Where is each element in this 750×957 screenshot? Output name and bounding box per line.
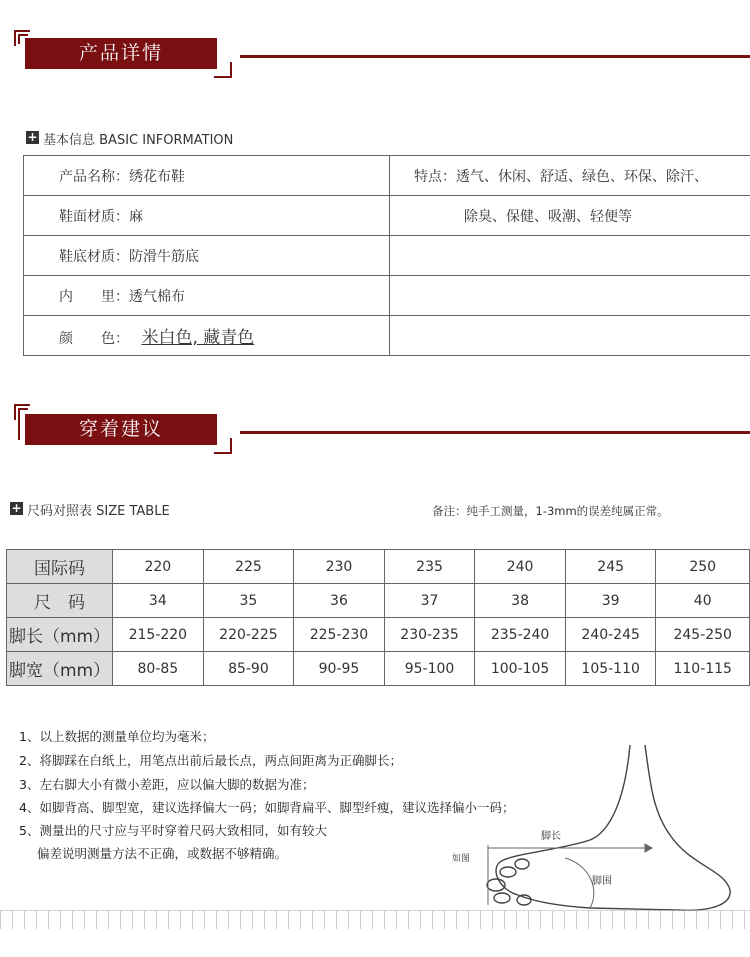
- info-cell: 产品名称：绣花布鞋: [24, 156, 390, 196]
- basic-info-table: [23, 155, 750, 356]
- table-row: [24, 276, 750, 316]
- table-cell: 105-110: [565, 652, 656, 686]
- info-cell: [390, 316, 750, 356]
- table-cell: 245-250: [656, 618, 750, 652]
- row-header: 国际码: [7, 550, 113, 584]
- table-cell: 39: [565, 584, 656, 618]
- table-cell: 38: [475, 584, 566, 618]
- table-cell: 220: [113, 550, 204, 584]
- table-cell: 250: [656, 550, 750, 584]
- note-item: 2、将脚踩在白纸上，用笔点出前后最长点，两点间距离为正确脚长；: [19, 753, 402, 768]
- diagram-example-label: 如图: [452, 854, 471, 864]
- table-cell: 85-90: [203, 652, 294, 686]
- table-cell: 230: [294, 550, 385, 584]
- table-cell: 90-95: [294, 652, 385, 686]
- banner-corner-bottom-right: [214, 438, 232, 454]
- info-cell: [390, 276, 750, 316]
- ruler-strip: [0, 910, 750, 929]
- table-cell: 37: [384, 584, 475, 618]
- banner-rule: [240, 431, 750, 434]
- basic-info-heading: 基本信息 BASIC INFORMATION: [43, 133, 234, 148]
- size-table-heading: 尺码对照表 SIZE TABLE: [27, 504, 170, 519]
- info-cell: 特点：透气、休闲、舒适、绿色、环保、除汗、: [390, 156, 750, 196]
- note-item: 1、以上数据的测量单位均为毫米；: [19, 729, 215, 744]
- table-cell: 110-115: [656, 652, 750, 686]
- foot-diagram: [440, 740, 745, 915]
- table-cell: 240: [475, 550, 566, 584]
- table-row: [24, 196, 750, 236]
- color-value: 米白色, 藏青色: [141, 328, 255, 348]
- table-cell: 235: [384, 550, 475, 584]
- row-header: 脚宽（mm）: [7, 652, 113, 686]
- table-cell: 34: [113, 584, 204, 618]
- row-header: 尺 码: [7, 584, 113, 618]
- color-label: 颜 色：: [59, 331, 129, 347]
- row-header: 脚长（mm）: [7, 618, 113, 652]
- table-row: [7, 550, 750, 584]
- banner-corner-bottom-right: [214, 62, 232, 78]
- diagram-width-label: 脚围: [592, 876, 612, 887]
- plus-icon: +: [27, 130, 38, 144]
- diagram-length-label: 脚长: [541, 831, 561, 842]
- size-table-remark: 备注：纯手工测量，1-3mm的误差纯属正常。: [432, 504, 669, 518]
- section-title: 产品详情: [25, 38, 217, 69]
- note-item: 3、左右脚大小有微小差距，应以偏大脚的数据为准；: [19, 777, 315, 792]
- table-cell: 36: [294, 584, 385, 618]
- table-cell: 95-100: [384, 652, 475, 686]
- table-cell: 240-245: [565, 618, 656, 652]
- note-item: 偏差说明测量方法不正确，或数据不够精确。: [37, 846, 288, 861]
- table-row: [7, 618, 750, 652]
- table-row: [7, 652, 750, 686]
- note-item: 5、测量出的尺寸应与平时穿着尺码大致相同，如有较大: [19, 823, 327, 838]
- table-row: [24, 236, 750, 276]
- info-cell: 内 里：透气棉布: [24, 276, 390, 316]
- plus-icon: +: [11, 501, 22, 515]
- table-cell: 235-240: [475, 618, 566, 652]
- info-cell: 鞋面材质：麻: [24, 196, 390, 236]
- size-table: [6, 549, 750, 686]
- table-row: [24, 316, 750, 356]
- banner-rule: [240, 55, 750, 58]
- table-cell: 225: [203, 550, 294, 584]
- note-item: 4、如脚背高、脚型宽，建议选择偏大一码；如脚背扁平、脚型纤瘦，建议选择偏小一码；: [19, 800, 515, 815]
- info-cell: 鞋底材质：防滑牛筋底: [24, 236, 390, 276]
- info-cell: [390, 236, 750, 276]
- info-cell: [24, 316, 390, 356]
- section-title: 穿着建议: [25, 414, 217, 445]
- table-cell: 230-235: [384, 618, 475, 652]
- table-cell: 245: [565, 550, 656, 584]
- table-cell: 220-225: [203, 618, 294, 652]
- table-cell: 40: [656, 584, 750, 618]
- info-cell: 除臭、保健、吸潮、轻便等: [390, 196, 750, 236]
- table-cell: 35: [203, 584, 294, 618]
- table-cell: 215-220: [113, 618, 204, 652]
- table-row: [7, 584, 750, 618]
- table-row: [24, 156, 750, 196]
- table-cell: 225-230: [294, 618, 385, 652]
- table-cell: 100-105: [475, 652, 566, 686]
- table-cell: 80-85: [113, 652, 204, 686]
